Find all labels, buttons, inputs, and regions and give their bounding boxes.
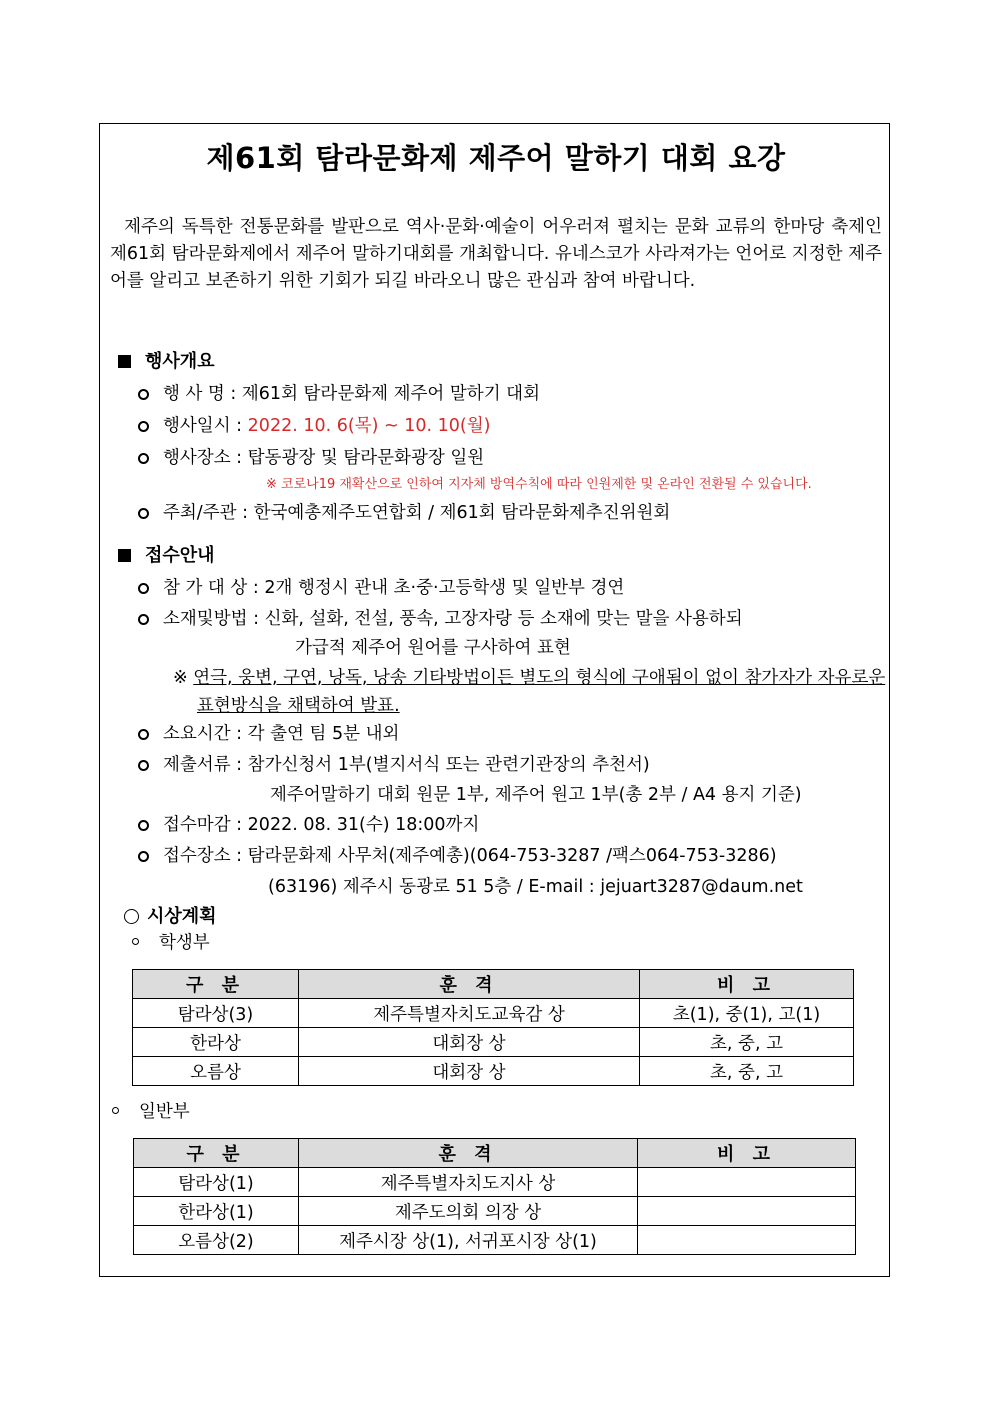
event-name-row (138, 383, 540, 405)
target-label: 참 가 대 상 : (163, 578, 259, 598)
office-value-line2: (63196) 제주시 동광로 51 5층 / E-mail : jejuart3287@daum.net (268, 877, 803, 897)
event-place-label: 행사장소 : (163, 448, 243, 468)
square-bullet-icon (118, 355, 131, 368)
table-row (134, 1226, 856, 1255)
cell-category: 한라상(1) (134, 1197, 299, 1226)
cell-category: 탐라상(3) (133, 999, 299, 1028)
circle-bullet-icon (138, 614, 149, 625)
header-note: 비 고 (638, 1139, 856, 1168)
cell-award: 제주시장 상(1), 서귀포시장 상(1) (299, 1226, 638, 1255)
note-mark: ※ (173, 668, 188, 688)
duration-row (138, 723, 399, 745)
event-name-label: 행 사 명 : (163, 384, 237, 404)
cell-award: 제주특별자치도교육감 상 (299, 999, 640, 1028)
cell-note: 초, 중, 고 (640, 1057, 854, 1086)
small-circle-icon (132, 938, 139, 945)
header-award: 훈 격 (299, 1139, 638, 1168)
table-row (134, 1197, 856, 1226)
hollow-circle-icon (124, 909, 139, 924)
student-division-text: 학생부 (159, 933, 210, 953)
intro-paragraph (110, 214, 882, 295)
circle-bullet-icon (138, 389, 149, 400)
cell-note: 초(1), 중(1), 고(1) (640, 999, 854, 1028)
event-name-value: 제61회 탐라문화제 제주어 말하기 대회 (241, 384, 540, 404)
event-place-value: 탑동광장 및 탐라문화광장 일원 (247, 448, 485, 468)
cell-award: 제주도의회 의장 상 (299, 1197, 638, 1226)
cell-award: 대회장 상 (299, 1057, 640, 1086)
office-label: 접수장소 : (163, 846, 243, 866)
event-date-label: 행사일시 : (163, 416, 243, 436)
duration-value: 각 출연 팀 5분 내외 (247, 724, 400, 744)
office-value-line1: 탐라문화제 사무처(제주예총)(064-753-3287 /팩스064-753-3286) (247, 846, 777, 866)
general-division-text: 일반부 (139, 1102, 190, 1122)
section-registration-title: 접수안내 (145, 545, 215, 566)
circle-bullet-icon (138, 760, 149, 771)
cell-category: 탐라상(1) (134, 1168, 299, 1197)
general-division-label (112, 1101, 190, 1123)
deadline-label: 접수마감 : (163, 815, 243, 835)
circle-bullet-icon (138, 421, 149, 432)
table-row (133, 1057, 854, 1086)
cell-category: 오름상(2) (134, 1226, 299, 1255)
event-place-row (138, 447, 484, 469)
section-overview-title: 행사개요 (145, 351, 215, 372)
header-category: 구 분 (134, 1139, 299, 1168)
table-row (134, 1168, 856, 1197)
cell-note (638, 1197, 856, 1226)
table-header-row (133, 970, 854, 999)
method-note-line1 (173, 667, 885, 689)
covid-note: ※ 코로나19 재확산으로 인하여 지자체 방역수칙에 따라 인원제한 및 온라인 전환될 수 있습니다. (266, 477, 812, 492)
cell-note (638, 1168, 856, 1197)
table-row (133, 999, 854, 1028)
method-note-text1: 연극, 웅변, 구연, 낭독, 낭송 기타방법이든 별도의 형식에 구애됨이 없이 참가자가 자유로운 (193, 668, 886, 688)
cell-category: 한라상 (133, 1028, 299, 1057)
table-header-row (134, 1139, 856, 1168)
office-row (138, 845, 777, 867)
circle-bullet-icon (138, 729, 149, 740)
cell-award: 대회장 상 (299, 1028, 640, 1057)
deadline-row (138, 814, 479, 836)
cell-award: 제주특별자치도지사 상 (299, 1168, 638, 1197)
student-division-label (132, 932, 210, 954)
duration-label: 소요시간 : (163, 724, 243, 744)
table-row (133, 1028, 854, 1057)
method-label: 소재및방법 : (163, 609, 259, 629)
host-value: 한국예총제주도연합회 / 제61회 탐라문화제추진위원회 (253, 503, 671, 523)
square-bullet-icon (118, 549, 131, 562)
method-value-line2: 가급적 제주어 원어를 구사하여 표현 (295, 638, 571, 658)
circle-bullet-icon (138, 851, 149, 862)
method-value-line1: 신화, 설화, 전설, 풍속, 고장자랑 등 소재에 맞는 말을 사용하되 (264, 609, 743, 629)
method-row (138, 608, 743, 630)
section-registration-heading (118, 545, 215, 567)
intro-text: 제주의 독특한 전통문화를 발판으로 역사·문화·예술이 어우러져 펼치는 문화 교류의 한마당 축제인 제61회 탐라문화제에서 제주어 말하기대회를 개최합니다. 유네스코가 사라져가는 언어로 지정한 제주어를 알리고 보존하기 위한 기회가 되길 바라오니 많은 관심과 참여 바랍니다. (110, 217, 882, 291)
method-note-line2: 표현방식을 채택하여 발표. (197, 696, 400, 716)
cell-category: 오름상 (133, 1057, 299, 1086)
header-note: 비 고 (640, 970, 854, 999)
documents-row (138, 754, 650, 776)
awards-heading (124, 906, 217, 928)
general-awards-table (133, 1138, 856, 1255)
header-category: 구 분 (133, 970, 299, 999)
circle-bullet-icon (138, 508, 149, 519)
section-overview-heading (118, 351, 215, 373)
circle-bullet-icon (138, 820, 149, 831)
target-value: 2개 행정시 관내 초·중·고등학생 및 일반부 경연 (264, 578, 625, 598)
cell-note (638, 1226, 856, 1255)
documents-value-line1: 참가신청서 1부(별지서식 또는 관련기관장의 추천서) (247, 755, 650, 775)
small-circle-icon (112, 1107, 119, 1114)
documents-value-line2: 제주어말하기 대회 원문 1부, 제주어 원고 1부(총 2부 / A4 용지 기준) (270, 785, 802, 805)
page-title: 제61회 탐라문화제 제주어 말하기 대회 요강 (206, 141, 786, 175)
circle-bullet-icon (138, 583, 149, 594)
student-awards-table (132, 969, 854, 1086)
circle-bullet-icon (138, 453, 149, 464)
event-date-row (138, 415, 490, 437)
cell-note: 초, 중, 고 (640, 1028, 854, 1057)
header-award: 훈 격 (299, 970, 640, 999)
awards-title: 시상계획 (147, 906, 217, 927)
deadline-value: 2022. 08. 31(수) 18:00까지 (247, 815, 480, 835)
documents-label: 제출서류 : (163, 755, 243, 775)
event-date-value: 2022. 10. 6(목) ~ 10. 10(월) (247, 416, 491, 436)
host-row (138, 502, 670, 524)
target-row (138, 577, 624, 599)
host-label: 주최/주관 : (163, 503, 248, 523)
